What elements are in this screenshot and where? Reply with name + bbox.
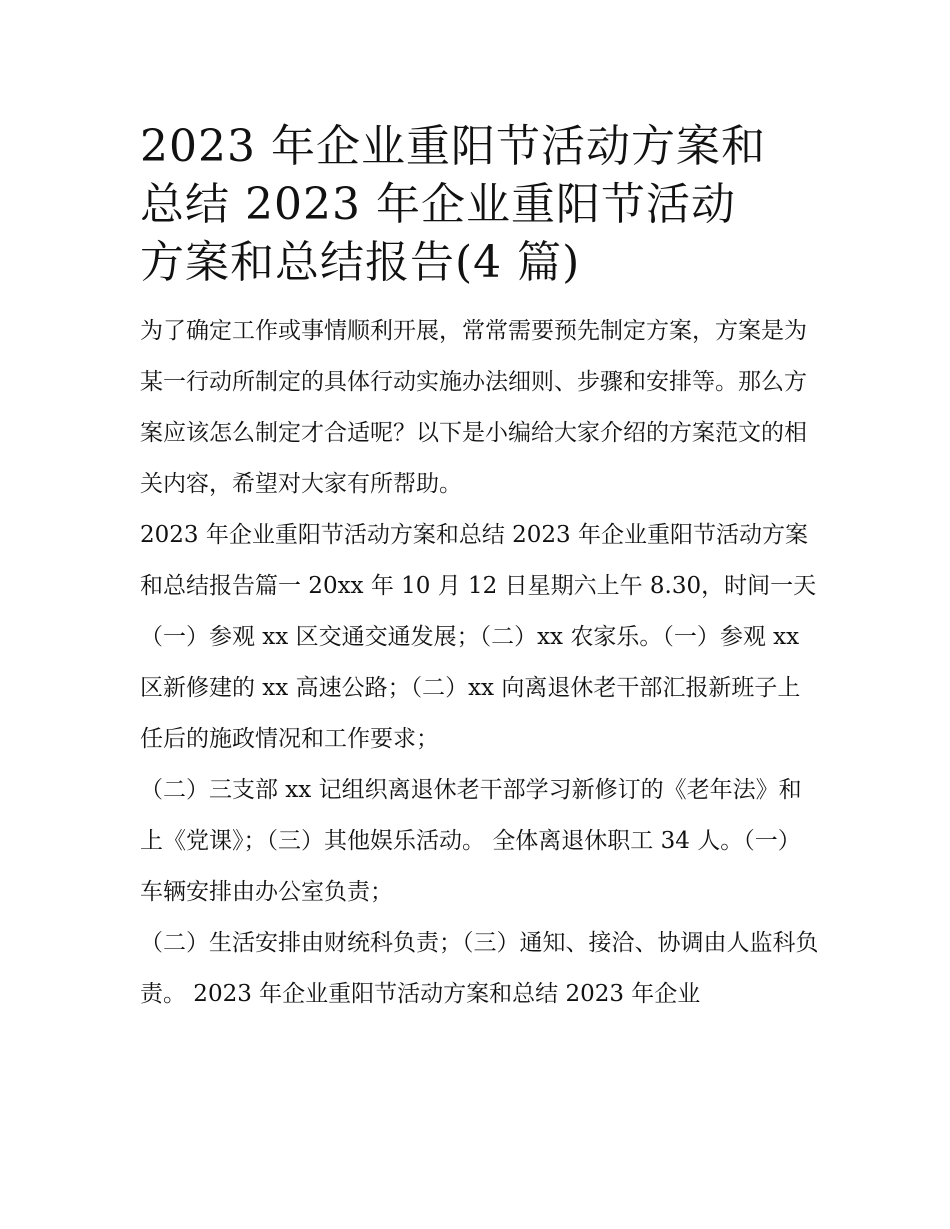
body-paragraph-2: （一）参观 xx 区交通交通发展；（二）xx 农家乐。（一）参观 xx 区新修建的 xx 高速公路；（二）xx 向离退休老干部汇报新班子上任后的施政情况和工作要求； <box>140 624 801 752</box>
body-paragraph-4: （二）生活安排由财统科负责；（三）通知、接洽、协调由人监科负责。 2023 年企业重阳节活动方案和总结 2023 年企业 <box>140 930 819 1007</box>
body-paragraph-1: 2023 年企业重阳节活动方案和总结 2023 年企业重阳节活动方案和总结报告篇一 20xx 年 10 月 12 日星期六上午 8.30，时间一天 <box>140 522 817 599</box>
document-title <box>140 118 820 292</box>
document-page <box>140 118 820 1020</box>
intro-paragraph: 为了确定工作或事情顺利开展，常常需要预先制定方案，方案是为某一行动所制定的具体行动实施办法细则、步骤和安排等。那么方案应该怎么制定才合适呢？以下是小编给大家介绍的方案范文的相关内容，希望对大家有所帮助。 <box>140 318 807 497</box>
title-line-2: 总结 2023 年企业重阳节活动 <box>140 179 736 230</box>
document-body <box>140 306 820 1020</box>
title-line-3: 方案和总结报告(4 篇) <box>140 237 581 288</box>
title-line-1: 2023 年企业重阳节活动方案和 <box>140 121 766 172</box>
body-paragraph-3: （二）三支部 xx 记组织离退休老干部学习新修订的《老年法》和上《党课》；（三）其他娱乐活动。 全体离退休职工 34 人。（一）车辆安排由办公室负责； <box>140 777 802 905</box>
